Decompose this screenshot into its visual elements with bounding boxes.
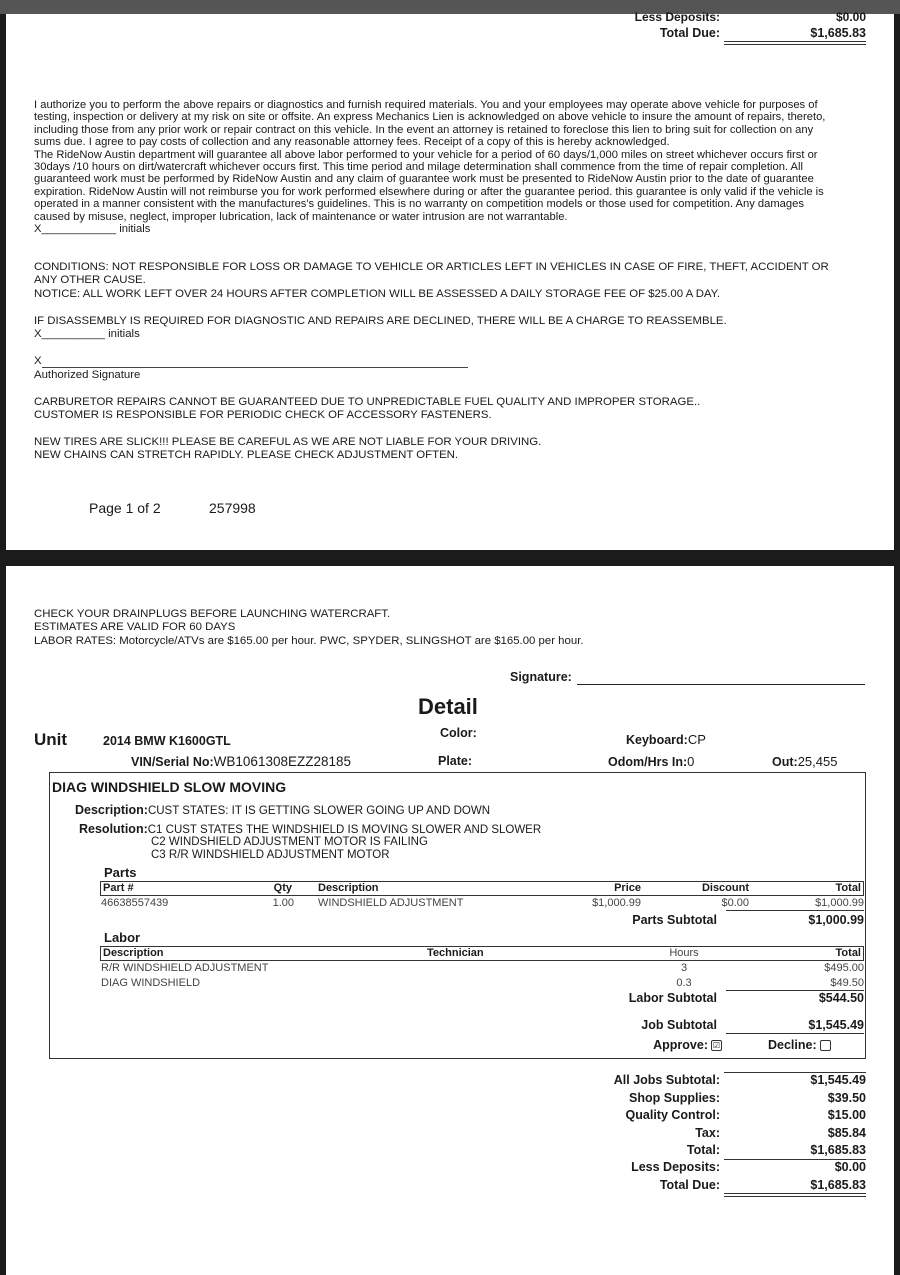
less-deposits-value: $0.00 [835, 10, 866, 24]
color-label: Color: [440, 726, 477, 740]
decline-checkbox[interactable] [820, 1040, 831, 1051]
resolution-line: C1 CUST STATES THE WINDSHIELD IS MOVING SLOWER AND SLOWER [147, 824, 542, 836]
labor-heading: Labor [104, 930, 141, 945]
vin-field [131, 754, 351, 769]
labor-hours: 0.3 [676, 977, 692, 989]
initials-line[interactable]: X____________ initials [34, 223, 151, 236]
odom-in-field [608, 754, 694, 769]
total-value: $85.84 [827, 1126, 866, 1140]
parts-table-header [100, 881, 864, 896]
notice-line: ESTIMATES ARE VALID FOR 60 DAYS [34, 621, 236, 634]
parts-heading: Parts [104, 865, 137, 880]
keyboard-label: Keyboard: [626, 733, 688, 747]
odom-out-value: 25,455 [797, 754, 838, 769]
total-due-label: Total Due: [659, 26, 720, 40]
job-resolution [79, 822, 541, 836]
total-label: Quality Control: [625, 1108, 720, 1122]
total-label: Total: [686, 1143, 720, 1157]
signature-label: Signature: [510, 670, 572, 684]
labor-col-hours: Hours [669, 947, 699, 959]
labor-total: $495.00 [824, 962, 864, 974]
carburetor-notice [34, 396, 864, 423]
total-value: $0.00 [834, 1160, 866, 1174]
resolution-line: C2 WINDSHIELD ADJUSTMENT MOTOR IS FAILING [151, 836, 428, 848]
total-value: $15.00 [827, 1108, 866, 1122]
keyboard-field [626, 732, 706, 747]
labor-subtotal-value: $544.50 [818, 991, 864, 1005]
initials-line[interactable]: X__________ initials [34, 328, 140, 341]
labor-total: $49.50 [830, 977, 864, 989]
part-discount: $0.00 [721, 897, 749, 909]
part-number: 46638557439 [101, 897, 169, 909]
total-label: Shop Supplies: [629, 1091, 720, 1105]
parts-subtotal-rule [726, 910, 864, 911]
total-label: All Jobs Subtotal: [613, 1073, 720, 1087]
conditions-line: ANY OTHER CAUSE. [34, 274, 146, 287]
decline-field[interactable] [768, 1038, 831, 1052]
detail-title: Detail [418, 694, 478, 719]
authorization-paragraph [34, 99, 864, 235]
resolution-label: Resolution: [79, 822, 148, 836]
job-title: DIAG WINDSHIELD SLOW MOVING [52, 779, 287, 795]
labor-description: DIAG WINDSHIELD [101, 977, 201, 989]
part-price: $1,000.99 [592, 897, 641, 909]
unit-model: 2014 BMW K1600GTL [103, 734, 231, 748]
parts-col-qty: Qty [273, 882, 292, 894]
part-total: $1,000.99 [815, 897, 864, 909]
job-subtotal-value: $1,545.49 [808, 1018, 864, 1032]
signature-line[interactable] [42, 367, 468, 368]
disassembly-block [34, 315, 864, 342]
odom-out-field [772, 754, 837, 769]
signature-x: X [34, 355, 42, 367]
auth-line: The RideNow Austin department will guarantee all above labor performed to your vehicle for a period of 60 days/1,000 miles on street whichever occurs first or [34, 148, 818, 161]
auth-line: 30days /10 hours on dirt/watercraft whichever occurs first. This time period and milage determination shall commence from the time of repair completion. All [34, 161, 803, 174]
total-label: Less Deposits: [631, 1160, 720, 1174]
total-value: $1,685.83 [810, 1143, 866, 1157]
tires-notice [34, 436, 864, 463]
labor-col-technician: Technician [427, 947, 484, 959]
parts-col-description: Description [318, 882, 379, 894]
odom-out-label: Out: [772, 755, 798, 769]
auth-line: testing, inspection or delivery at my risk on site or offsite. An express Mechanics Lien is acknowledged on above vehicle to insure the amount of repairs, thereto, [34, 111, 826, 124]
job-subtotal-label: Job Subtotal [641, 1018, 717, 1032]
description-value: CUST STATES: IT IS GETTING SLOWER GOING UP AND DOWN [147, 805, 490, 817]
document-page-2 [6, 566, 894, 1275]
signature-field[interactable] [577, 684, 865, 685]
labor-description: R/R WINDSHIELD ADJUSTMENT [101, 962, 269, 974]
auth-line: sums due. I agree to pay costs of collection and any reasonable attorney fees. Receipt of a copy of this is hereby acknowledged. [34, 136, 670, 149]
parts-subtotal-label: Parts Subtotal [632, 913, 717, 927]
odom-in-label: Odom/Hrs In: [608, 755, 688, 769]
disassembly-notice: IF DISASSEMBLY IS REQUIRED FOR DIAGNOSTIC AND REPAIRS ARE DECLINED, THERE WILL BE A CHARGE TO REASSEMBLE. [34, 315, 727, 327]
notice-line: NEW CHAINS CAN STRETCH RAPIDLY. PLEASE CHECK ADJUSTMENT OFTEN. [34, 449, 459, 462]
conditions-line: CONDITIONS: NOT RESPONSIBLE FOR LOSS OR DAMAGE TO VEHICLE OR ARTICLES LEFT IN VEHICLES IN CASE OF FIRE, THEFT, ACCIDENT OR [34, 261, 829, 273]
total-due-value: $1,685.83 [724, 1178, 866, 1197]
auth-line: I authorize you to perform the above repairs or diagnostics and furnish required materials. You and your employees may operate above vehicle for purposes of [34, 99, 818, 111]
total-due-label: Total Due: [659, 1178, 720, 1192]
parts-col-price: Price [614, 882, 641, 894]
total-due-value: $1,685.83 [724, 26, 866, 45]
plate-label: Plate: [438, 754, 473, 768]
odom-in-value: 0 [687, 754, 695, 769]
approve-label: Approve: [653, 1038, 708, 1052]
labor-col-description: Description [103, 947, 164, 959]
notice-line: NOTICE: ALL WORK LEFT OVER 24 HOURS AFTER COMPLETION WILL BE ASSESSED A DAILY STORAGE FEE OF $25.00 A DAY. [34, 287, 720, 300]
parts-col-discount: Discount [701, 882, 749, 894]
decline-label: Decline: [768, 1038, 817, 1052]
document-number: 257998 [209, 500, 256, 516]
part-description: WINDSHIELD ADJUSTMENT [318, 897, 464, 909]
parts-col-total: Total [835, 882, 861, 894]
notice-line: CARBURETOR REPAIRS CANNOT BE GUARANTEED DUE TO UNPREDICTABLE FUEL QUALITY AND IMPROPER STORAGE.. [34, 396, 701, 408]
page2-notices [34, 608, 864, 648]
description-label: Description: [75, 803, 148, 817]
auth-line: expiration. RideNow Austin will not reimburse you for work performed elsewhere during or after the guarantee period. this guarantee is only valid if the vehicle is [34, 185, 824, 198]
keyboard-value: CP [687, 732, 706, 747]
vin-value: WB1061308EZZ28185 [213, 754, 352, 769]
auth-line: operated in a manner consistent with the manufactures's guidelines. This is no warranty on competition models or those used for competition. Any damages [34, 198, 804, 211]
authorized-signature-label: Authorized Signature [34, 369, 141, 381]
labor-col-total: Total [835, 947, 861, 959]
notice-line: NEW TIRES ARE SLICK!!! PLEASE BE CAREFUL AS WE ARE NOT LIABLE FOR YOUR DRIVING. [34, 436, 542, 448]
auth-line: including those from any prior work or repair contract on this vehicle. In the event an attorney is retained to foreclose this lien to bring suit for collection on any [34, 123, 814, 136]
notice-line: CUSTOMER IS RESPONSIBLE FOR PERIODIC CHECK OF ACCESSORY FASTENERS. [34, 409, 492, 422]
approve-field[interactable] [566, 1038, 722, 1052]
approve-checkbox[interactable]: ☑ [712, 1041, 721, 1051]
labor-hours: 3 [680, 962, 688, 974]
job-description [75, 803, 490, 817]
job-subtotal-rule [726, 1033, 864, 1034]
resolution-line: C3 R/R WINDSHIELD ADJUSTMENT MOTOR [151, 849, 390, 861]
labor-subtotal-label: Labor Subtotal [628, 991, 717, 1005]
auth-line: caused by misuse, neglect, improper lubrication, lack of maintenance or water intrusion are not warrantable. [34, 210, 568, 223]
total-label: Tax: [695, 1126, 720, 1140]
page-number: Page 1 of 2 [89, 500, 161, 516]
notice-line: CHECK YOUR DRAINPLUGS BEFORE LAUNCHING WATERCRAFT. [34, 608, 391, 620]
conditions-block [34, 261, 864, 301]
parts-col-part-no: Part # [103, 882, 134, 894]
less-deposits-label: Less Deposits: [634, 10, 720, 24]
part-qty: 1.00 [272, 897, 294, 909]
parts-subtotal-value: $1,000.99 [808, 913, 864, 927]
unit-label: Unit [34, 730, 68, 749]
total-value: $1,545.49 [810, 1073, 866, 1087]
document-page-1 [6, 10, 894, 550]
total-value: $39.50 [827, 1091, 866, 1105]
auth-line: guaranteed work must be performed by RideNow Austin and any claim of guarantee work must be presented to RideNow Austin prior to the date of guarantee [34, 173, 814, 186]
vin-label: VIN/Serial No: [131, 755, 214, 769]
notice-line: LABOR RATES: Motorcycle/ATVs are $165.00 per hour. PWC, SPYDER, SLINGSHOT are $165.00 per hour. [34, 634, 584, 647]
